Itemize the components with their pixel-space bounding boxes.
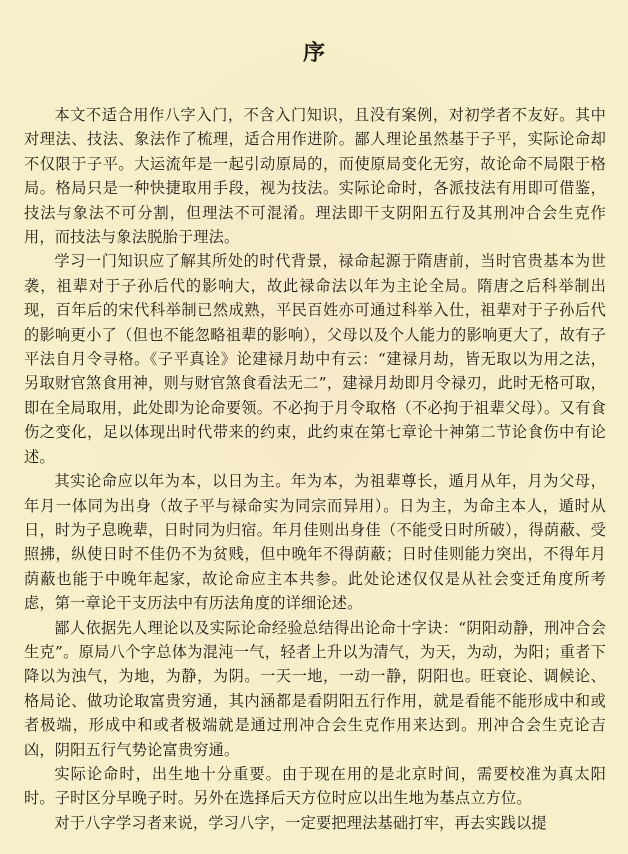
paragraph-1: 本文不适合用作八字入门，不含入门知识，且没有案例，对初学者不友好。其中对理法、技法、象法作了梳理，适合用作进阶。鄙人理论虽然基于子平，实际论命却不仅限于子平。大运流年是一起引动原局的，而使原局变化无穷，故论命不局限于格局。格局只是一种快捷取用手段，视为技法。实际论命时，各派技法有用即可借鉴，技法与象法不可分割，但理法不可混淆。理法即干支阴阳五行及其刑冲合会生克作用，而技法与象法脱胎于理法。: [24, 106, 606, 247]
paragraph-2: 学习一门知识应了解其所处的时代背景，禄命起源于隋唐前，当时官贵基本为世袭，祖辈对于子孙后代的影响大，故此禄命法以年为主论全局。隋唐之后科举制出现，百年后的宋代科举制已然成熟，平民百姓亦可通过科举入仕，祖辈对于子孙后代的影响更小了（但也不能忽略祖辈的影响），父母以及个人能力的影响更大了，故有子平法自月令寻格。《子平真诠》论建禄月劫中有云：“建禄月劫，皆无取以为用之法，另取财官煞食用神，则与财官煞食看法无二”，建禄月劫即月令禄刃，此时无格可取，即在全局取用，此处即为论命要领。不必拘于月令取格（不必拘于祖辈父母）。又有食伤之变化，足以体现出时代带来的约束，此约束在第七章论十神第二节论食伤中有论述。: [24, 252, 606, 466]
paragraph-6: 对于八字学习者来说，学习八字，一定要把理法基础打牢，再去实践以提: [54, 813, 547, 832]
paragraph-3: 其实论命应以年为本，以日为主。年为本，为祖辈尊长，遁月从年，月为父母，年月一体同为出身（故子平与禄命实为同宗而异用）。日为主，为命主本人，遁时从日，时为子息晚辈，日时同为归宿。年月佳则出身佳（不能受日时所破），得荫蔽、受照拂，纵使日时不佳仍不为贫贱，但中晚年不得荫蔽；日时佳则能力突出，不得年月荫蔽也能于中晚年起家，故论命应主本共参。此处论述仅仅是从社会变迁角度所考虑，第一章论干支历法中有历法角度的详细论述。: [24, 472, 606, 613]
paragraph-4: 鄙人依据先人理论以及实际论命经验总结得出论命十字诀：“阴阳动静，刑冲合会生克”。原局八个字总体为混沌一气，轻者上升以为清气，为天，为动，为阳；重者下降以为浊气，为地，为静，为阴。一天一地，一动一静，阴阳也。旺衰论、调候论、格局论、做功论取富贵穷通，其内涵都是看阴阳五行作用，就是看能不能形成中和或者极端，形成中和或者极端就是通过刑冲合会生克作用来达到。刑冲合会生克论吉凶，阴阳五行气势论富贵穷通。: [24, 618, 606, 759]
paragraph-5: 实际论命时，出生地十分重要。由于现在用的是北京时间，需要校准为真太阳时。子时区分早晚子时。另外在选择后天方位时应以出生地为基点立方位。: [24, 764, 606, 808]
page-title: 序: [302, 40, 327, 66]
